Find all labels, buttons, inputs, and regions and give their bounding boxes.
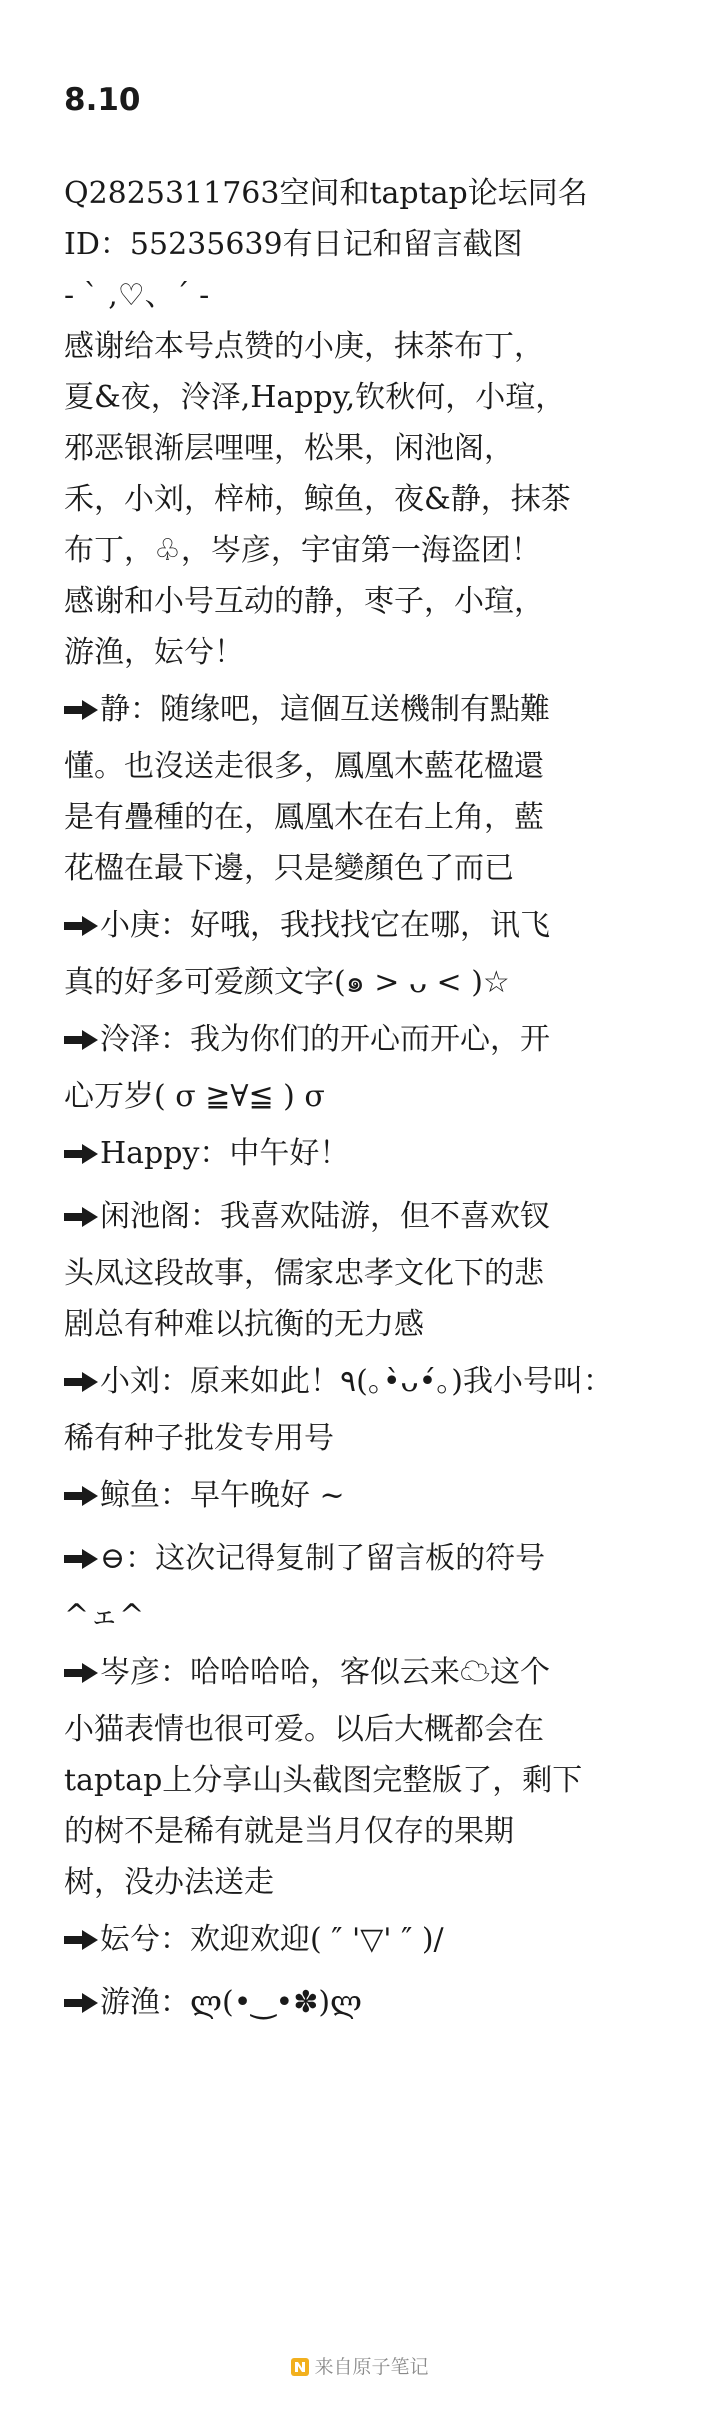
arrow-right-icon bbox=[64, 1930, 98, 1950]
reply-text: ⊖：这次记得复制了留言板的符号 bbox=[100, 1541, 546, 1576]
reply-text: 闲池阁：我喜欢陆游，但不喜欢钗 bbox=[100, 1199, 550, 1234]
reply-text: 小庚：好哦，我找找它在哪，讯飞 bbox=[100, 908, 550, 943]
note-line: 花楹在最下邊，只是變顏色了而已 bbox=[64, 851, 514, 886]
note-line: - ` ,♡、´ - bbox=[64, 278, 210, 313]
arrow-right-icon bbox=[64, 916, 98, 936]
note-line: taptap上分享山头截图完整版了，剩下 bbox=[64, 1763, 583, 1798]
reply-line bbox=[64, 678, 664, 741]
note-line: 禾，小刘，梓柿，鲸鱼，夜&静，抹茶 bbox=[64, 482, 571, 517]
arrow-right-icon bbox=[64, 1549, 98, 1569]
reply-line bbox=[64, 1527, 664, 1590]
note-line: 树，没办法送走 bbox=[64, 1865, 274, 1900]
reply-text: 小刘：原来如此！٩(｡•̀ᴗ•́｡)我小号叫： bbox=[100, 1364, 613, 1399]
reply-text: 游渔：ლ(•‿•✽)ლ bbox=[100, 1985, 363, 2020]
reply-line bbox=[64, 1908, 664, 1971]
note-line: Q2825311763空间和taptap论坛同名 bbox=[64, 176, 588, 211]
footer bbox=[0, 2352, 720, 2379]
note-line: 邪恶银渐层哩哩，松果，闲池阁， bbox=[64, 431, 514, 466]
note-line: 布丁，♧，岑彦，宇宙第一海盗团！ bbox=[64, 533, 541, 568]
note-line: ^ェ^ bbox=[64, 1598, 145, 1633]
reply-line bbox=[64, 1971, 664, 2034]
note-line: 感谢给本号点赞的小庚，抹茶布丁， bbox=[64, 329, 544, 364]
reply-text: 岑彦：哈哈哈哈，客似云来☁这个 bbox=[100, 1655, 550, 1690]
note-line: 感谢和小号互动的静，枣子，小瑄， bbox=[64, 584, 544, 619]
reply-text: 泠泽：我为你们的开心而开心，开 bbox=[100, 1022, 550, 1057]
reply-text: 妘兮：欢迎欢迎( ″ '▽' ″ )/ bbox=[100, 1922, 444, 1957]
reply-text: 鲸鱼：早午晚好 ~ bbox=[100, 1478, 345, 1513]
note-line: 头凤这段故事，儒家忠孝文化下的悲 bbox=[64, 1256, 544, 1291]
note-line: ID：55235639有日记和留言截图 bbox=[64, 227, 523, 262]
note-line: 是有疊種的在，鳳凰木在右上角，藍 bbox=[64, 800, 544, 835]
note-date: 8.10 bbox=[64, 82, 141, 118]
arrow-right-icon bbox=[64, 1372, 98, 1392]
note-line: 的树不是稀有就是当月仅存的果期 bbox=[64, 1814, 514, 1849]
arrow-right-icon bbox=[64, 1030, 98, 1050]
note-line: 游渔，妘兮！ bbox=[64, 635, 244, 670]
reply-line bbox=[64, 894, 664, 957]
note-line: 心万岁( σ ≧∀≦ ) σ bbox=[64, 1079, 325, 1114]
app-logo-icon bbox=[291, 2358, 309, 2376]
reply-line bbox=[64, 1464, 664, 1527]
arrow-right-icon bbox=[64, 1144, 98, 1164]
note-line: 真的好多可爱颜文字(๑ > ᴗ < )☆ bbox=[64, 965, 510, 1000]
note-line: 稀有种子批发专用号 bbox=[64, 1421, 334, 1456]
reply-line bbox=[64, 1350, 664, 1413]
reply-line bbox=[64, 1008, 664, 1071]
arrow-right-icon bbox=[64, 1486, 98, 1506]
reply-text: Happy：中午好！ bbox=[100, 1136, 350, 1171]
arrow-right-icon bbox=[64, 1207, 98, 1227]
note-body bbox=[64, 168, 664, 2034]
reply-line bbox=[64, 1122, 664, 1185]
reply-line bbox=[64, 1641, 664, 1704]
note-line: 剧总有种难以抗衡的无力感 bbox=[64, 1307, 424, 1342]
arrow-right-icon bbox=[64, 1663, 98, 1683]
reply-line bbox=[64, 1185, 664, 1248]
note-line: 懂。也沒送走很多，鳳凰木藍花楹還 bbox=[64, 749, 544, 784]
note-line: 夏&夜，泠泽,Happy,钦秋何，小瑄， bbox=[64, 380, 566, 415]
note-line: 小猫表情也很可爱。以后大概都会在 bbox=[64, 1712, 544, 1747]
footer-label: 来自原子笔记 bbox=[314, 2356, 429, 2378]
arrow-right-icon bbox=[64, 1993, 98, 2013]
arrow-right-icon bbox=[64, 700, 98, 720]
reply-text: 静：随缘吧，這個互送機制有點難 bbox=[100, 692, 550, 727]
